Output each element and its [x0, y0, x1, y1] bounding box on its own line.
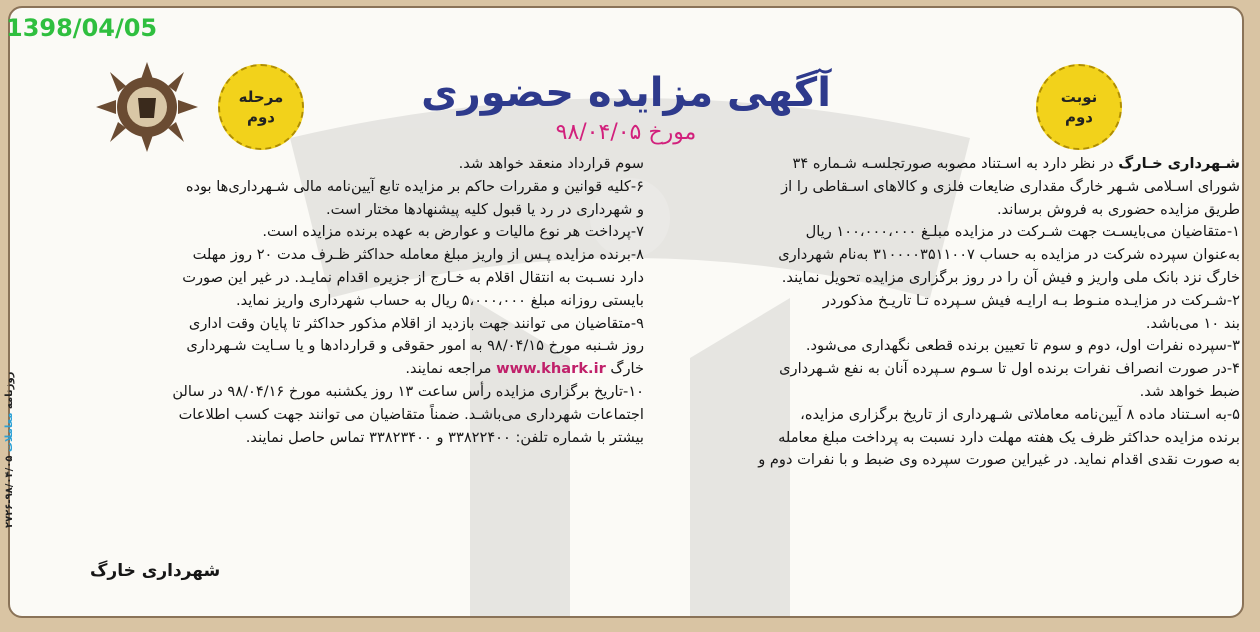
- ad-title: آگهی مزایده حضوری: [421, 70, 831, 116]
- left-line: بایستی روزانه مبلغ ۵،۰۰۰،۰۰۰ ریال به حساب شهرداری واریز نماید.: [236, 291, 644, 309]
- turn-badge-line1: نوبت: [1060, 88, 1098, 106]
- right-line: ۳-سپرده نفرات اول، دوم و سوم تا تعیین برنده قطعی نگهداری می‌شود.: [805, 337, 1240, 355]
- right-line: برنده مزایده حداکثر ظرف یک هفته مهلت دارد نسبت به پرداخت مبلغ معامله: [778, 428, 1240, 446]
- intro-org: شـهرداری خـارگ: [1118, 155, 1240, 172]
- left-line: روز شـنبه مورخ ۹۸/۰۴/۱۵ به امور حقوقی و قراردادها و یا سـایت شـهرداری: [186, 337, 644, 355]
- turn-badge-line2: دوم: [1064, 108, 1093, 126]
- right-line: بند ۱۰ می‌باشد.: [1145, 314, 1240, 332]
- url-line-suffix: مراجعه نمایند.: [405, 360, 497, 378]
- right-line: خارگ نزد بانک ملی واریز و فیش آن را در روز برگزاری مزایده تحویل نمایند.: [781, 268, 1240, 286]
- left-line: بیشتر با شماره تلفن: ۳۳۸۲۲۴۰۰ و ۳۳۸۲۳۴۰۰ تماس حاصل نمایند.: [245, 428, 644, 446]
- left-line: سوم قرارداد منعقد خواهد شد.: [458, 155, 644, 172]
- url-line: [80, 358, 644, 381]
- right-column-text: [660, 153, 1240, 472]
- left-line: و شهرداری در رد یا قبول کلیه پیشنهادها مختار است.: [325, 200, 644, 218]
- right-line: ضبط خواهد شد.: [1139, 382, 1240, 400]
- stage-badge-line1: مرحله: [238, 88, 284, 106]
- advertisement-frame: [8, 6, 1244, 618]
- right-line: ۲-شـرکت در مزایـده منـوط بـه ارایـه فیش سـپرده تـا تاریـخ مذکوردر: [822, 291, 1240, 309]
- left-line: ۹-متقاضیان می توانند جهت بازدید از اقلام مذکور حداکثر تا پایان وقت اداری: [188, 314, 644, 332]
- newspaper-sidebar: [4, 300, 30, 600]
- url-line-prefix: خارگ: [605, 360, 644, 378]
- right-line: طریق مزایده حضوری به فروش برساند.: [997, 200, 1240, 218]
- left-line: دارد نسـبت به انتقال اقلام به خـارج از جزیره اقدام نمایـد. در غیر این صورت: [182, 268, 644, 286]
- left-line: اجتماعات شهرداری می‌باشـد. ضمناً متقاضیان می توانند جهت کسب اطلاعات: [178, 405, 644, 423]
- left-line: ۷-پرداخت هر نوع مالیات و عوارض به عهده برنده مزایده است.: [262, 223, 644, 241]
- sidebar-prefix: روزنامه: [4, 371, 15, 410]
- right-line: ۵-به اسـتناد ماده ۸ آیین‌نامه معاملاتی شـهرداری از تاریخ برگزاری مزایده،: [800, 405, 1240, 423]
- right-line: به صورت نقدی اقدام نماید. در غیراین صورت سپرده وی ضبط و با نفرات دوم و: [758, 451, 1240, 469]
- date-stamp: 1398/04/05: [6, 14, 158, 42]
- right-line: به‌عنوان سپرده شرکت در مزایده به حساب ۳۱۰۰۰۰۳۵۱۱۰۰۷ به‌نام شهرداری: [778, 246, 1240, 264]
- intro-rest: در نظر دارد به اسـتناد مصوبه صورتجلسـه شـماره ۳۴: [792, 155, 1119, 172]
- right-line: ۱-متقاضیان می‌بایسـت جهت شـرکت در مزایده مبلـغ ۱۰۰،۰۰۰،۰۰۰ ریال: [805, 223, 1240, 241]
- sidebar-code: ۹۸/۰۴/۰۵-۲۷۲۶: [4, 455, 15, 529]
- left-line: ۸-برنده مزایده پـس از واریز مبلغ معامله حداکثر ظـرف مدت ۲۰ روز مهلت: [192, 246, 644, 264]
- right-line: شورای اسـلامی شـهر خارگ مقداری ضایعات فلزی و کالاهای اسـقاطی را از: [781, 177, 1240, 195]
- right-line: ۴-در صورت انصراف نفرات برنده اول تا سـوم سـپرده آنان به نفع شـهرداری: [779, 360, 1240, 378]
- left-line: ۱۰-تاریخ برگزاری مزایده رأس ساعت ۱۳ روز یکشنبه مورخ ۹۸/۰۴/۱۶ در سالن: [172, 382, 644, 400]
- signature-org: شهرداری خارگ: [90, 561, 221, 581]
- website-link[interactable]: www.khark.ir: [496, 360, 606, 378]
- stage-badge-line2: دوم: [246, 108, 275, 126]
- left-line: ۶-کلیه قوانین و مقررات حاکم بر مزایده تابع آیین‌نامه مالی شـهرداری‌ها بوده: [185, 177, 644, 195]
- left-column-text: [80, 153, 644, 449]
- intro-line: [660, 153, 1240, 176]
- sidebar-brand: معاملات: [4, 412, 15, 453]
- ad-date-subtitle: مورخ ۹۸/۰۴/۰۵: [555, 120, 697, 145]
